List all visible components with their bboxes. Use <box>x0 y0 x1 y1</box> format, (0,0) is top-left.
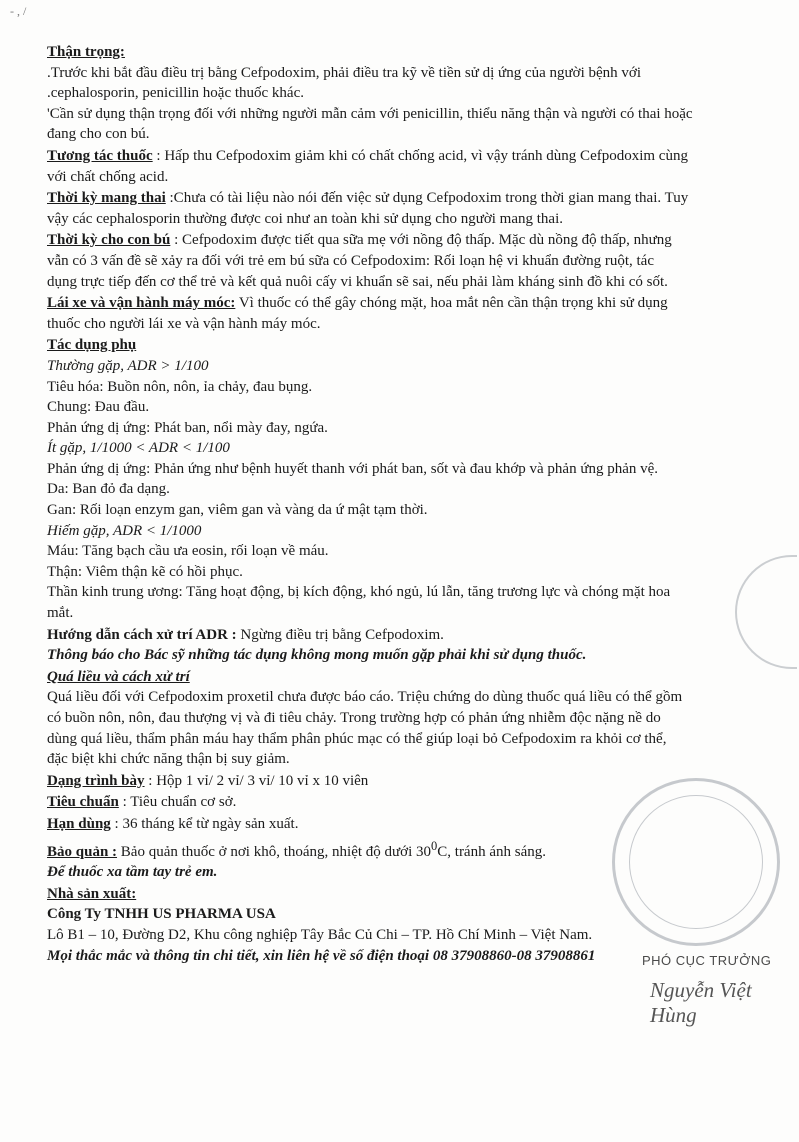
signature-title: PHÓ CỤC TRƯỞNG <box>642 953 772 968</box>
heading-tieu-chuan: Tiêu chuẩn <box>47 794 119 811</box>
document-body <box>47 42 772 968</box>
huong-dan-line <box>47 625 769 646</box>
side-effect-item: Phản ứng dị ứng: Phát ban, nổi mày đay, ngứa. <box>47 419 328 436</box>
dang-trinh-bay-text: : Hộp 1 vỉ/ 2 vỉ/ 3 vỉ/ 10 vỉ x 10 viên <box>144 772 369 789</box>
side-effect-item: Máu: Tăng bạch cầu ưa eosin, rối loạn về máu. <box>47 543 329 560</box>
mang-thai-line <box>47 188 769 209</box>
contact-line: Mọi thắc mắc và thông tin chi tiết, xin liên hệ về số điện thoại 08 37908860-08 37908861 <box>47 947 596 964</box>
mang-thai-text: :Chưa có tài liệu nào nói đến việc sử dụng Cefpodoxim trong thời gian mang thai. Tuy <box>165 190 689 207</box>
side-effect-item: Phản ứng dị ứng: Phản ứng như bệnh huyết thanh với phát ban, sốt và đau khớp và phản ứng phản vệ. <box>47 460 659 477</box>
lai-xe-line: thuốc cho người lái xe và vận hành máy móc. <box>47 315 321 332</box>
lai-xe-line <box>47 293 769 314</box>
cho-con-bu-line: vẫn có 3 vấn đề sẽ xảy ra đối với trẻ em bú sữa có Cefpodoxim: Rối loạn hệ vi khuẩn đường ruột, tác <box>47 252 654 269</box>
bao-quan-sup: 0 <box>431 838 438 853</box>
heading-huong-dan: Hướng dẫn cách xử trí ADR : <box>47 626 237 643</box>
qua-lieu-line: đặc biệt khi chức năng thận bị suy giảm. <box>47 751 290 768</box>
heading-bao-quan: Bảo quản : <box>47 843 118 860</box>
doctor-notice: Thông báo cho Bác sỹ những tác dụng không mong muốn gặp phải khi sử dụng thuốc. <box>47 647 587 664</box>
heading-dang-trinh-bay: Dạng trình bày <box>47 772 145 789</box>
bao-quan-text2: C, tránh ánh sáng. <box>437 843 546 860</box>
side-effect-item: Tiêu hóa: Buồn nôn, nôn, ỉa chảy, đau bụng. <box>47 378 313 395</box>
tieu-chuan-line <box>47 792 769 813</box>
side-effect-item: Chung: Đau đầu. <box>47 399 150 416</box>
heading-qua-lieu: Quá liều và cách xử trí <box>47 668 190 685</box>
heading-tac-dung-phu: Tác dụng phụ <box>47 337 137 354</box>
tieu-chuan-text: : Tiêu chuẩn cơ sở. <box>118 794 237 811</box>
than-trong-line: .Trước khi bắt đầu điều trị bằng Cefpodoxim, phải điều tra kỹ về tiền sử dị ứng của người bệnh với <box>47 64 641 81</box>
manufacturer-name: Công Ty TNHH US PHARMA USA <box>47 906 276 923</box>
frequency-common: Thường gặp, ADR > 1/100 <box>47 357 209 374</box>
signature-name: Nguyễn Việt Hùng <box>650 978 752 1027</box>
heading-cho-con-bu: Thời kỳ cho con bú <box>47 232 171 249</box>
than-trong-line: đang cho con bú. <box>47 126 150 143</box>
lai-xe-text: Vì thuốc có thể gây chóng mặt, hoa mắt nên cần thận trọng khi sử dụng <box>235 295 668 312</box>
heading-tuong-tac: Tương tác thuốc <box>47 147 153 164</box>
side-effect-item: Thần kinh trung ương: Tăng hoạt động, bị kích động, khó ngủ, lú lẫn, tăng trương lực và chóng mặt hoa <box>47 584 671 601</box>
heading-mang-thai: Thời kỳ mang thai <box>47 190 166 207</box>
tuong-tac-line <box>47 146 769 167</box>
corner-mark: - , / <box>10 4 27 18</box>
cho-con-bu-text: : Cefpodoxim được tiết qua sữa mẹ với nồng độ thấp. Mặc dù nồng độ thấp, nhưng <box>170 232 672 249</box>
heading-lai-xe: Lái xe và vận hành máy móc: <box>47 295 236 312</box>
qua-lieu-line: có buồn nôn, nôn, đau thượng vị và đi tiêu chảy. Trong trường hợp có phản ứng nhiễm độc nặng nề do <box>47 710 661 726</box>
keep-away-notice: Để thuốc xa tầm tay trẻ em. <box>47 864 218 881</box>
manufacturer-address: Lô B1 – 10, Đường D2, Khu công nghiệp Tây Bắc Củ Chi – TP. Hồ Chí Minh – Việt Nam. <box>47 926 593 943</box>
frequency-uncommon: Ít gặp, 1/1000 < ADR < 1/100 <box>47 440 230 457</box>
dang-trinh-bay-line <box>47 771 769 792</box>
han-dung-line <box>47 814 769 835</box>
side-effect-item: Da: Ban đỏ đa dạng. <box>47 481 170 498</box>
cho-con-bu-line: dụng trực tiếp đến cơ thể trẻ và kết quả nuôi cấy vi khuẩn sẽ sai, nếu phải làm kháng sinh đồ khi có sốt. <box>47 273 668 290</box>
tuong-tac-text: : Hấp thu Cefpodoxim giảm khi có chất chống acid, vì vậy tránh dùng Cefpodoxim cùng <box>152 147 688 164</box>
huong-dan-text: Ngừng điều trị bằng Cefpodoxim. <box>236 626 444 643</box>
qua-lieu-line: dùng quá liều, thẩm phân máu hay thẩm phân phúc mạc có thể giúp loại bỏ Cefpodoxim ra khỏi cơ thể, <box>47 730 667 747</box>
tuong-tac-line: với chất chống acid. <box>47 168 169 185</box>
heading-than-trong: Thận trọng: <box>47 44 125 60</box>
qua-lieu-line: Quá liều đối với Cefpodoxim proxetil chưa được báo cáo. Triệu chứng do dùng thuốc quá liều có thể gồm <box>47 689 683 706</box>
side-effect-item: Gan: Rối loạn enzym gan, viêm gan và vàng da ứ mật tạm thời. <box>47 502 428 519</box>
frequency-rare: Hiếm gặp, ADR < 1/1000 <box>47 522 202 539</box>
side-effect-item: mắt. <box>47 605 74 622</box>
side-effect-item: Thận: Viêm thận kẽ có hồi phục. <box>47 563 243 580</box>
mang-thai-line: vậy các cephalosporin thường được coi như an toàn khi sử dụng cho người mang thai. <box>47 210 563 227</box>
than-trong-line: 'Cần sử dụng thận trọng đối với những người mẫn cảm với penicillin, thiểu năng thận và người có thai hoặc <box>47 105 693 122</box>
than-trong-line: .cephalosporin, penicillin hoặc thuốc khác. <box>47 85 304 102</box>
heading-nha-san-xuat: Nhà sản xuất: <box>47 885 137 902</box>
han-dung-text: : 36 tháng kể từ ngày sản xuất. <box>110 815 299 832</box>
bao-quan-line <box>47 836 769 863</box>
cho-con-bu-line <box>47 230 769 251</box>
heading-han-dung: Hạn dùng <box>47 815 111 832</box>
bao-quan-text: Bảo quản thuốc ở nơi khô, thoáng, nhiệt độ dưới 30 <box>117 843 432 860</box>
